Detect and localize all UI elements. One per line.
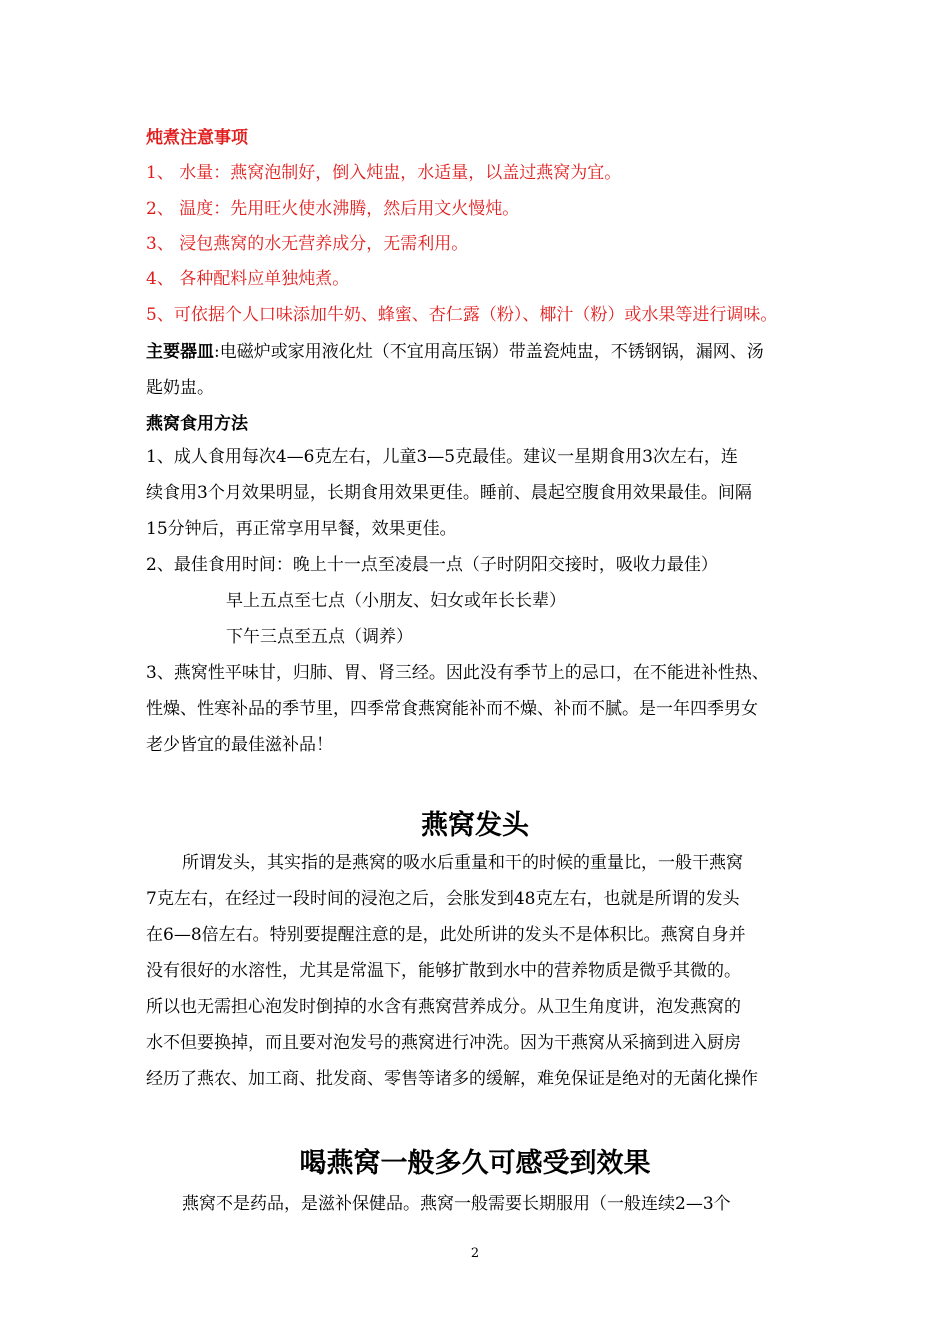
stewing-note-5: 5、可依据个人口味添加牛奶、蜂蜜、杏仁露（粉）、椰汁（粉）或水果等进行调味。 <box>146 305 778 325</box>
section1-line: 水不但要换掉，而且要对泡发号的燕窝进行冲洗。因为干燕窝从采摘到进入厨房 <box>146 1033 741 1053</box>
section1-line: 在6—8倍左右。特别要提醒注意的是，此处所讲的发头不是体积比。燕窝自身并 <box>146 925 746 945</box>
stewing-note-2: 2、 温度：先用旺火使水沸腾，然后用文火慢炖。 <box>146 199 520 219</box>
method-line: 早上五点至七点（小朋友、妇女或年长长辈） <box>226 591 566 611</box>
method-line: 1、成人食用每次4—6克左右，儿童3—5克最佳。建议一星期食用3次左右，连 <box>146 447 738 467</box>
method-line: 3、燕窝性平味甘，归肺、胃、肾三经。因此没有季节上的忌口，在不能进补性热、 <box>146 663 769 683</box>
section2-line: 燕窝不是药品，是滋补保健品。燕窝一般需要长期服用（一般连续2—3个 <box>182 1194 731 1214</box>
stewing-note-4: 4、 各种配料应单独炖煮。 <box>146 269 350 289</box>
section1-line: 经历了燕农、加工商、批发商、零售等诸多的缓解，难免保证是绝对的无菌化操作 <box>146 1069 758 1089</box>
stewing-note-3: 3、 浸包燕窝的水无营养成分，无需利用。 <box>146 234 469 254</box>
section1-line: 所谓发头，其实指的是燕窝的吸水后重量和干的时候的重量比，一般干燕窝 <box>182 853 743 873</box>
section1-line: 所以也无需担心泡发时倒掉的水含有燕窝营养成分。从卫生角度讲，泡发燕窝的 <box>146 997 741 1017</box>
method-line: 2、最佳食用时间：晚上十一点至凌晨一点（子时阴阳交接时，吸收力最佳） <box>146 555 718 575</box>
section1-line: 没有很好的水溶性，尤其是常温下，能够扩散到水中的营养物质是微乎其微的。 <box>146 961 741 981</box>
stewing-notes-title: 炖煮注意事项 <box>146 128 248 148</box>
utensils-label: 主要器皿 <box>146 342 214 362</box>
page-number: 2 <box>470 1246 480 1261</box>
section-heading-effect: 喝燕窝一般多久可感受到效果 <box>299 1148 651 1179</box>
utensils-line-1 <box>146 340 814 364</box>
method-line: 性燥、性寒补品的季节里，四季常食燕窝能补而不燥、补而不腻。是一年四季男女 <box>146 699 758 719</box>
method-line: 下午三点至五点（调养） <box>226 627 413 647</box>
method-line: 老少皆宜的最佳滋补品！ <box>146 735 333 755</box>
section1-line: 7克左右，在经过一段时间的浸泡之后，会胀发到48克左右，也就是所谓的发头 <box>146 889 740 909</box>
method-line: 15分钟后，再正常享用早餐，效果更佳。 <box>146 519 457 539</box>
method-title: 燕窝食用方法 <box>146 414 248 434</box>
utensils-line-2: 匙奶盅。 <box>146 378 214 398</box>
section-heading-soaking: 燕窝发头 <box>421 810 529 841</box>
method-line: 续食用3个月效果明显，长期食用效果更佳。睡前、晨起空腹食用效果最佳。间隔 <box>146 483 752 503</box>
stewing-note-1: 1、 水量：燕窝泡制好，倒入炖盅，水适量，以盖过燕窝为宜。 <box>146 163 622 183</box>
utensils-text: :电磁炉或家用液化灶（不宜用高压锅）带盖瓷炖盅，不锈钢锅，漏网、汤 <box>214 342 764 362</box>
